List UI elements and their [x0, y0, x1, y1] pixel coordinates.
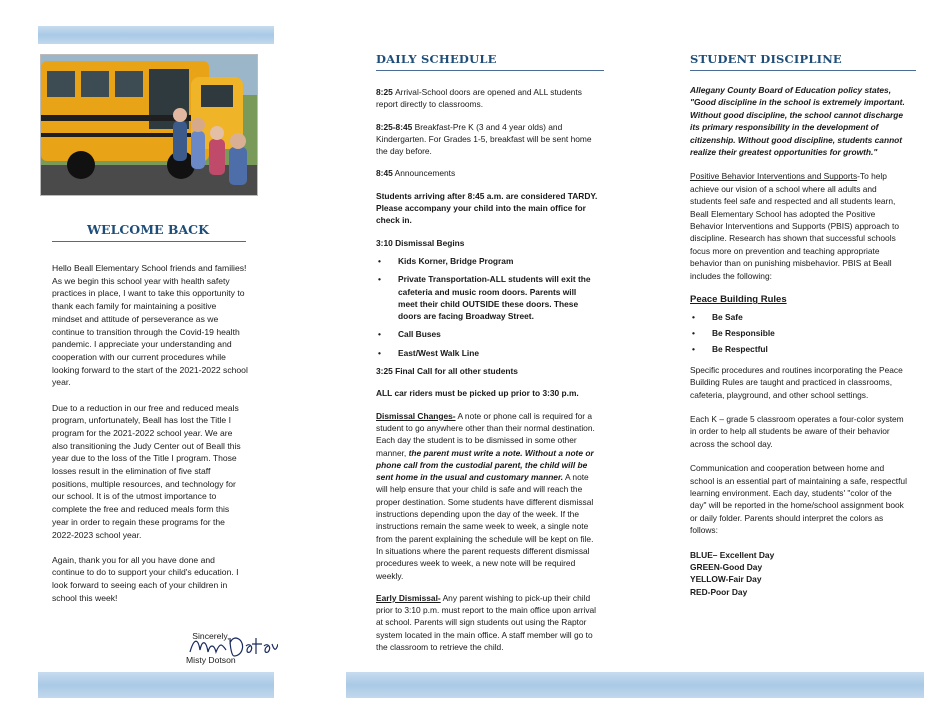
breakfast-entry: 8:25-8:45 Breakfast-Pre K (3 and 4 year olds) and Kindergarten. For Grades 1-5, breakfast will be sent home the day before. [376, 121, 592, 157]
decorative-band-bottom-right [346, 672, 924, 698]
color-key [690, 549, 908, 599]
letter-paragraph: Again, thank you for all you have done and continue to do to support your child's education. I look forward to seeing each of your children in school this week! [52, 554, 239, 603]
daily-schedule-section [376, 86, 598, 663]
list-item: • Be Safe [690, 311, 908, 323]
closing-text: Sincerely, [192, 631, 230, 641]
final-call: 3:25 Final Call for all other students [376, 366, 518, 377]
color-key-item: YELLOW-Fair Day [690, 574, 762, 585]
policy-quote: Allegany County Board of Education policy states, "Good discipline in the school is extremely important. Without good discipline, the school cannot discharge its primary responsibility in the development of citizenship. Without good discipline, students cannot realize their greatest opportunities for growth." [690, 85, 905, 158]
announcements-entry: 8:45 Announcements [376, 168, 456, 179]
peace-building-rules-list [690, 311, 908, 356]
signer-name: Misty Dotson [186, 655, 236, 665]
list-item: • Kids Korner, Bridge Program [376, 255, 598, 267]
decorative-band-bottom-left [38, 672, 274, 698]
color-key-item: BLUE– Excellent Day [690, 549, 775, 560]
dismissal-list [376, 255, 598, 359]
list-item: • Be Respectful [690, 343, 908, 355]
heading-rule [690, 70, 916, 71]
welcome-letter [52, 262, 248, 617]
decorative-band-top [38, 26, 274, 44]
heading-rule [52, 241, 246, 242]
student-discipline-heading: STUDENT DISCIPLINE [690, 52, 842, 66]
tardy-notice: Students arriving after 8:45 a.m. are considered TARDY. Please accompany your child into the main office for check in. [376, 190, 598, 226]
procedures-paragraph: Specific procedures and routines incorporating the Peace Building Rules are taught and practiced in classrooms, cafeteria, playground, and other school settings. [690, 364, 903, 400]
daily-schedule-heading: DAILY SCHEDULE [376, 52, 497, 66]
dismissal-changes: Dismissal Changes- A note or phone call is required for a student to go anywhere other than their normal destination. Each day the student is to be dismissed in some other manner, the parent must write a note. Without a note or phone call from the custodial parent, the child will be sent home in the usual and customary manner. A note will help ensure that your child is safe and will reach the proper destination. Some students have different dismissal instructions depending upon the day of the week. If the instructions remain the same week to week, a single note from the parent explaining the schedule will be kept on file. In situations where the parent requests different dismissal procedures week to week, a new note will be required weekly. [376, 410, 595, 581]
list-item: • East/West Walk Line [376, 347, 598, 359]
pbis-paragraph: Positive Behavior Interventions and Supports-To help achieve our vision of a school where all adults and students feel safe and respected and all students learn, Beall Elementary School has adopted the Positive Behavior Interventions and Supports (PBIS) approach to discipline. Research has shown that successful schools focus more on prevention and teaching appropriate behavior than on punishing misbehavior. PBIS at Beall includes the following: [690, 171, 900, 281]
early-dismissal: Early Dismissal- Any parent wishing to pick-up their child prior to 3:10 p.m. must report to the main office upon arrival at school. Parents will sign students out using the Raptor system located in the main office. A staff member will go to the classroom to retrieve the child. [376, 592, 597, 652]
color-key-item: GREEN-Good Day [690, 562, 763, 572]
list-item: • Private Transportation-ALL students will exit the cafeteria and music room doors. Parents will meet their child OUTSIDE these doors. These doors are facing Broadway Street. [376, 273, 598, 322]
welcome-back-heading: WELCOME BACK [87, 222, 209, 237]
color-key-item: RED-Poor Day [690, 586, 748, 597]
car-riders-notice: ALL car riders must be picked up prior to 3:30 p.m. [376, 388, 579, 399]
school-bus-photo [40, 54, 258, 196]
letter-paragraph: Due to a reduction in our free and reduced meals program, unfortunately, Beall has lost the Title I program for the 2021-2022 school year. We are also transitioning the Judy Center out of Beall this year due to the loss of the Title I program. Those losses result in the elimination of five staff positions, multiple resources, and technology for our school. It is of the utmost importance to complete the free and reduced meals form this year in order to regain these programs for the 2022-2023 school year. [52, 402, 241, 540]
color-system-paragraph: Each K – grade 5 classroom operates a four-color system in order to help all students be aware of their behavior across the school day. [690, 413, 904, 449]
peace-building-rules-heading: Peace Building Rules [690, 294, 787, 306]
arrival-entry: 8:25 Arrival-School doors are opened and ALL students report directly to classrooms. [376, 87, 582, 110]
communication-paragraph: Communication and cooperation between home and school is an essential part of maintaining a safe, respectful learning environment. Each day, students' "color of the day" will be reported in the home/school assignment book or daily folder. Parents should interpret the colors as follows: [690, 463, 907, 536]
list-item: • Call Buses [376, 328, 598, 340]
list-item: • Be Responsible [690, 327, 908, 339]
handwritten-signature [186, 630, 278, 662]
student-discipline-section [690, 84, 908, 598]
heading-rule [376, 70, 604, 71]
dismissal-begins: 3:10 Dismissal Begins [376, 237, 465, 248]
letter-paragraph: Hello Beall Elementary School friends and families! As we begin this school year with health safety practices in place, I want to take this opportunity to thank each family for maintaining a positive mindset and attitude of perseverance as we continue to transition through the Covid-19 health pandemic. I appreciate your understanding and cooperation with our current procedures while looking forward to the start of the 2021-2022 school year. [52, 263, 248, 388]
